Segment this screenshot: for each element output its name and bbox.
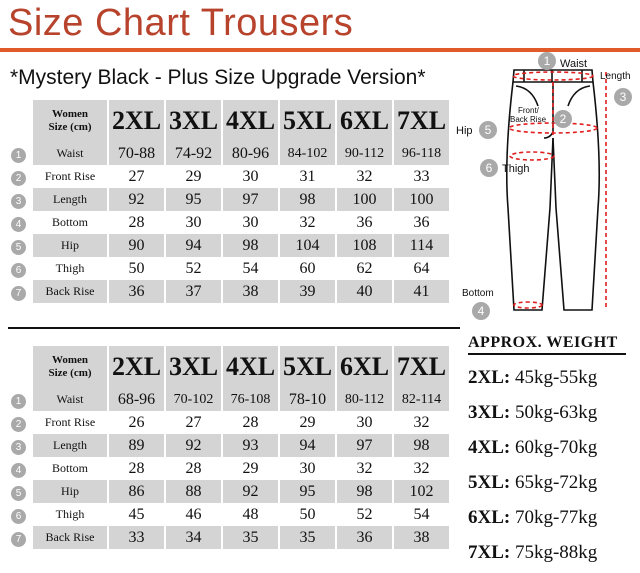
- value-cell: 86: [108, 480, 165, 503]
- value-cell: 32: [336, 457, 393, 480]
- row-number-cell: [6, 388, 32, 411]
- table-row: [6, 503, 450, 526]
- value-cell: 27: [108, 165, 165, 188]
- row-number-cell: [6, 503, 32, 526]
- marker-1-icon: 1: [538, 52, 556, 70]
- value-cell: 98: [279, 188, 336, 211]
- value-cell: 96-118: [393, 142, 450, 165]
- marker-5-icon: 5: [479, 121, 497, 139]
- size-header-cell: 2XL: [108, 100, 165, 142]
- value-cell: 30: [165, 211, 222, 234]
- value-cell: 35: [222, 526, 279, 549]
- weight-size: 2XL:: [468, 367, 511, 388]
- value-cell: 26: [108, 411, 165, 434]
- unit-label: [32, 100, 108, 142]
- value-cell: 98: [222, 234, 279, 257]
- value-cell: 78-10: [279, 388, 336, 411]
- value-cell: 64: [393, 257, 450, 280]
- value-cell: 31: [279, 165, 336, 188]
- table-row: [6, 211, 450, 234]
- value-cell: 98: [336, 480, 393, 503]
- value-cell: 54: [393, 503, 450, 526]
- value-cell: 38: [393, 526, 450, 549]
- size-header-row: [6, 100, 450, 142]
- trousers-diagram: [452, 48, 640, 330]
- row-label: Hip: [32, 480, 108, 503]
- unit-label: [32, 346, 108, 388]
- value-cell: 68-96: [108, 388, 165, 411]
- row-number-cell: [6, 234, 32, 257]
- header-spacer: [6, 346, 32, 388]
- numbered-circle-icon: 1: [11, 394, 26, 409]
- value-cell: 95: [165, 188, 222, 211]
- value-cell: 95: [279, 480, 336, 503]
- numbered-circle-icon: 2: [11, 417, 26, 432]
- marker-2-icon: 2: [554, 110, 572, 128]
- size-header-cell: 5XL: [279, 346, 336, 388]
- numbered-circle-icon: 2: [11, 171, 26, 186]
- row-number-cell: [6, 457, 32, 480]
- value-cell: 29: [279, 411, 336, 434]
- row-number-cell: [6, 280, 32, 303]
- value-cell: 94: [279, 434, 336, 457]
- value-cell: 100: [336, 188, 393, 211]
- weight-size: 3XL:: [468, 402, 511, 423]
- table-row: [6, 142, 450, 165]
- value-cell: 90-112: [336, 142, 393, 165]
- marker-6-icon: 6: [480, 159, 498, 177]
- size-header-cell: 6XL: [336, 100, 393, 142]
- size-header-cell: 4XL: [222, 100, 279, 142]
- row-label: Waist: [32, 388, 108, 411]
- value-cell: 32: [279, 211, 336, 234]
- value-cell: 37: [165, 280, 222, 303]
- row-number-cell: [6, 165, 32, 188]
- value-cell: 27: [165, 411, 222, 434]
- weight-size: 7XL:: [468, 542, 511, 563]
- header-spacer: [6, 100, 32, 142]
- numbered-circle-icon: 7: [11, 532, 26, 547]
- approx-weight-list: [468, 334, 636, 573]
- value-cell: 32: [336, 165, 393, 188]
- size-header-cell: 2XL: [108, 346, 165, 388]
- row-label: Length: [32, 434, 108, 457]
- weight-size: 4XL:: [468, 437, 511, 458]
- value-cell: 32: [393, 411, 450, 434]
- size-header-cell: 3XL: [165, 346, 222, 388]
- value-cell: 50: [108, 257, 165, 280]
- weight-row: [468, 363, 636, 398]
- value-cell: 70-102: [165, 388, 222, 411]
- table-row: [6, 480, 450, 503]
- row-number-cell: [6, 188, 32, 211]
- value-cell: 30: [222, 165, 279, 188]
- value-cell: 40: [336, 280, 393, 303]
- unit-label-line2: Size (cm): [48, 121, 92, 133]
- subtitle: *Mystery Black - Plus Size Upgrade Version*: [10, 66, 426, 89]
- value-cell: 94: [165, 234, 222, 257]
- weight-row: [468, 433, 636, 468]
- row-number-cell: [6, 526, 32, 549]
- marker-4-icon: 4: [472, 302, 490, 320]
- hip-label: Hip: [456, 125, 473, 137]
- value-cell: 97: [336, 434, 393, 457]
- value-cell: 30: [336, 411, 393, 434]
- value-cell: 39: [279, 280, 336, 303]
- size-header-cell: 4XL: [222, 346, 279, 388]
- size-table-top: [6, 100, 451, 303]
- value-cell: 33: [108, 526, 165, 549]
- value-cell: 88: [165, 480, 222, 503]
- value-cell: 50: [279, 503, 336, 526]
- value-cell: 100: [393, 188, 450, 211]
- numbered-circle-icon: 3: [11, 194, 26, 209]
- value-cell: 46: [165, 503, 222, 526]
- value-cell: 36: [336, 211, 393, 234]
- table-row: [6, 388, 450, 411]
- numbered-circle-icon: 3: [11, 440, 26, 455]
- value-cell: 36: [108, 280, 165, 303]
- size-header-cell: 7XL: [393, 100, 450, 142]
- value-cell: 41: [393, 280, 450, 303]
- table-row: [6, 526, 450, 549]
- section-divider: [8, 327, 460, 329]
- value-cell: 108: [336, 234, 393, 257]
- value-cell: 52: [336, 503, 393, 526]
- value-cell: 84-102: [279, 142, 336, 165]
- weight-range: 70kg-77kg: [514, 507, 598, 528]
- value-cell: 114: [393, 234, 450, 257]
- value-cell: 48: [222, 503, 279, 526]
- value-cell: 74-92: [165, 142, 222, 165]
- weight-row: [468, 398, 636, 433]
- size-header-cell: 5XL: [279, 100, 336, 142]
- weight-range: 45kg-55kg: [514, 367, 598, 388]
- row-number-cell: [6, 480, 32, 503]
- value-cell: 92: [108, 188, 165, 211]
- value-cell: 36: [393, 211, 450, 234]
- row-number-cell: [6, 434, 32, 457]
- thigh-label: Thigh: [502, 163, 530, 175]
- row-label: Front Rise: [32, 411, 108, 434]
- value-cell: 60: [279, 257, 336, 280]
- weight-row: [468, 538, 636, 573]
- table-row: [6, 280, 450, 303]
- value-cell: 45: [108, 503, 165, 526]
- row-label: Back Rise: [32, 280, 108, 303]
- weight-row: [468, 468, 636, 503]
- value-cell: 33: [393, 165, 450, 188]
- row-label: Thigh: [32, 257, 108, 280]
- page-title: Size Chart Trousers: [8, 2, 354, 44]
- back-rise-label: Back Rise: [510, 115, 547, 124]
- unit-label-line1: Women: [51, 354, 89, 366]
- row-label: Back Rise: [32, 526, 108, 549]
- table-row: [6, 234, 450, 257]
- value-cell: 38: [222, 280, 279, 303]
- marker-3-icon: 3: [614, 88, 632, 106]
- row-label: Front Rise: [32, 165, 108, 188]
- value-cell: 52: [165, 257, 222, 280]
- value-cell: 28: [222, 411, 279, 434]
- value-cell: 89: [108, 434, 165, 457]
- value-cell: 70-88: [108, 142, 165, 165]
- unit-label-line1: Women: [51, 108, 89, 120]
- size-header-cell: 6XL: [336, 346, 393, 388]
- waist-label: Waist: [560, 58, 588, 70]
- weight-range: 65kg-72kg: [514, 472, 598, 493]
- value-cell: 82-114: [393, 388, 450, 411]
- value-cell: 92: [222, 480, 279, 503]
- approx-weight-heading: APPROX. WEIGHT: [468, 334, 626, 355]
- table-row: [6, 188, 450, 211]
- row-number-cell: [6, 257, 32, 280]
- row-number-cell: [6, 211, 32, 234]
- row-number-cell: [6, 142, 32, 165]
- weight-size: 5XL:: [468, 472, 511, 493]
- weight-size: 6XL:: [468, 507, 511, 528]
- value-cell: 34: [165, 526, 222, 549]
- weight-range: 50kg-63kg: [514, 402, 598, 423]
- size-header-cell: 7XL: [393, 346, 450, 388]
- value-cell: 28: [108, 457, 165, 480]
- row-label: Thigh: [32, 503, 108, 526]
- row-label: Bottom: [32, 211, 108, 234]
- value-cell: 62: [336, 257, 393, 280]
- value-cell: 54: [222, 257, 279, 280]
- value-cell: 28: [165, 457, 222, 480]
- size-table-bottom: [6, 346, 451, 549]
- numbered-circle-icon: 1: [11, 148, 26, 163]
- value-cell: 30: [222, 211, 279, 234]
- value-cell: 102: [393, 480, 450, 503]
- numbered-circle-icon: 4: [11, 463, 26, 478]
- table-row: [6, 434, 450, 457]
- value-cell: 29: [165, 165, 222, 188]
- numbered-circle-icon: 7: [11, 286, 26, 301]
- table-row: [6, 165, 450, 188]
- row-label: Waist: [32, 142, 108, 165]
- value-cell: 29: [222, 457, 279, 480]
- table-row: [6, 457, 450, 480]
- table-row: [6, 257, 450, 280]
- value-cell: 80-112: [336, 388, 393, 411]
- weight-range: 60kg-70kg: [514, 437, 598, 458]
- value-cell: 97: [222, 188, 279, 211]
- row-label: Length: [32, 188, 108, 211]
- row-number-cell: [6, 411, 32, 434]
- length-label: Length: [600, 71, 631, 82]
- weight-row: [468, 503, 636, 538]
- value-cell: 35: [279, 526, 336, 549]
- value-cell: 104: [279, 234, 336, 257]
- size-header-row: [6, 346, 450, 388]
- value-cell: 80-96: [222, 142, 279, 165]
- value-cell: 76-108: [222, 388, 279, 411]
- size-header-cell: 3XL: [165, 100, 222, 142]
- value-cell: 93: [222, 434, 279, 457]
- numbered-circle-icon: 5: [11, 240, 26, 255]
- value-cell: 32: [393, 457, 450, 480]
- unit-label-line2: Size (cm): [48, 367, 92, 379]
- value-cell: 90: [108, 234, 165, 257]
- value-cell: 92: [165, 434, 222, 457]
- row-label: Hip: [32, 234, 108, 257]
- value-cell: 36: [336, 526, 393, 549]
- value-cell: 30: [279, 457, 336, 480]
- table-row: [6, 411, 450, 434]
- numbered-circle-icon: 5: [11, 486, 26, 501]
- numbered-circle-icon: 4: [11, 217, 26, 232]
- value-cell: 28: [108, 211, 165, 234]
- value-cell: 98: [393, 434, 450, 457]
- numbered-circle-icon: 6: [11, 509, 26, 524]
- bottom-label: Bottom: [462, 288, 494, 299]
- numbered-circle-icon: 6: [11, 263, 26, 278]
- row-label: Bottom: [32, 457, 108, 480]
- weight-range: 75kg-88kg: [514, 542, 598, 563]
- front-rise-label: Front/: [518, 106, 539, 115]
